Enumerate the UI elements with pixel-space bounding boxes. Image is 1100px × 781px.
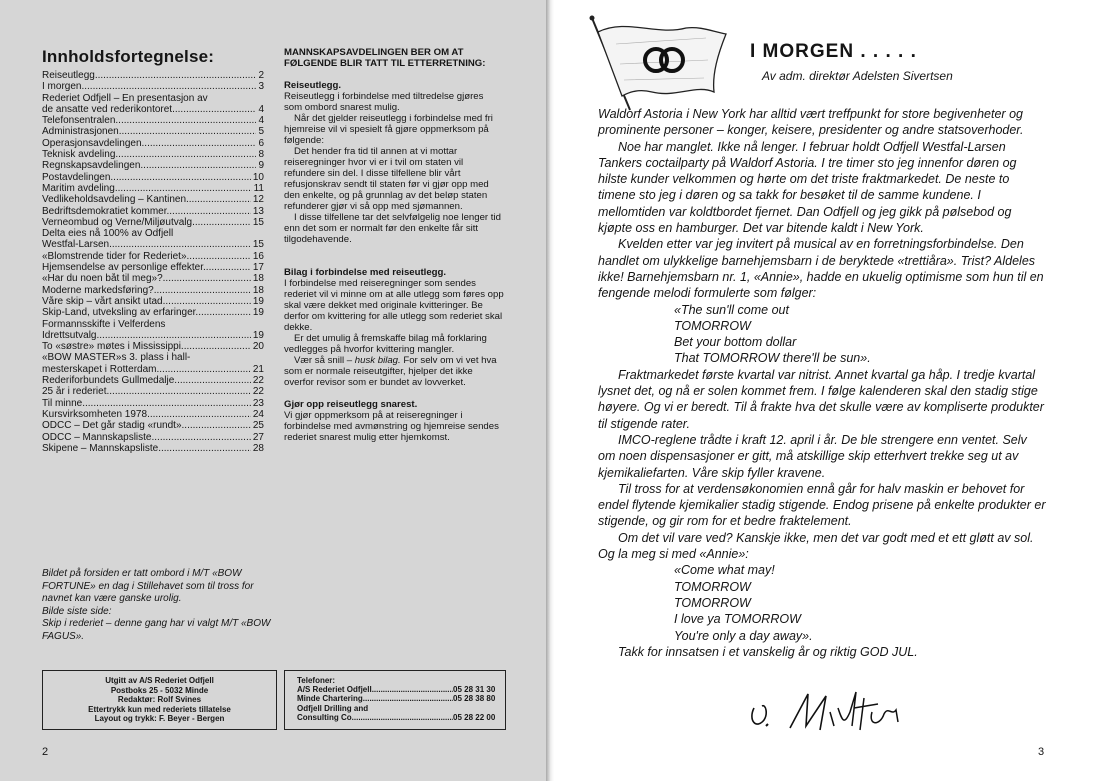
- toc-item-page: 12: [252, 194, 264, 206]
- toc-item: [42, 432, 264, 443]
- lyric-line: TOMORROW: [674, 579, 751, 594]
- toc-item-title: 25 år i rederiet .....: [42, 386, 251, 397]
- toc-item-title: Rederiforbundets Gullmedalje .....: [42, 375, 251, 386]
- toc-item: [42, 330, 264, 341]
- toc-item-title: Maritim avdeling .....: [42, 183, 252, 194]
- article-paragraph: IMCO-reglene trådte i kraft 12. april i år. De ble strengere enn ventet. Selv om noen dispensasjoner er gitt, må atskillige skip etterhvert trekke seg ut av kjemikaliefarten. Våre skip fyller kravene.: [598, 432, 1027, 480]
- toc-item: [42, 228, 264, 239]
- toc-item-title: Operasjonsavdelingen .....: [42, 138, 256, 149]
- lyric-line: TOMORROW: [674, 318, 751, 333]
- reise-paragraph: I disse tilfellene tar det selvfølgelig noe lenger tid enn det som er normalt før den enkelte får sitt tilgodehavende.: [284, 212, 501, 245]
- toc-item: [42, 138, 264, 149]
- toc-item: [42, 420, 264, 431]
- colophon-line: Postboks 25 - 5032 Minde: [110, 685, 209, 695]
- toc-item: [42, 409, 264, 420]
- toc-item: [42, 81, 264, 92]
- toc-item-title: «Har du noen båt til meg»? .....: [42, 273, 251, 284]
- article-paragraph: Til tross for at verdensøkonomien ennå går for halv maskin er behovet for endel flytende kjemikalier stadig stigende. Endog prisene på enkelte produkter er stigende, og gir rom for et bedre fraktelement.: [598, 481, 1046, 529]
- toc-item-page: 4: [258, 103, 264, 115]
- toc-item: [42, 217, 264, 228]
- toc-item-page: 17: [252, 262, 264, 274]
- lyric-line: Bet your bottom dollar: [674, 335, 797, 350]
- toc-item-page: 22: [252, 375, 264, 387]
- phone-title: Telefoner:: [297, 676, 336, 685]
- toc-item-title: Telefonsentralen .....: [42, 115, 256, 126]
- toc-item-page: 15: [252, 216, 264, 228]
- toc-item-title: Teknisk avdeling .....: [42, 149, 256, 160]
- toc-item-title: «Blomstrende tider for Rederiet» .....: [42, 251, 251, 262]
- phone-row: Consulting Co. ..... 05 28 22 00: [297, 713, 505, 722]
- notice-column: [284, 48, 504, 443]
- bilag-paragraph: Vær så snill – husk bilag. For selv om vi vet hva som er normale reiseutgifter, hjelper det ikke overfor revisor som er bundet av lovverket.: [284, 355, 497, 388]
- colophon-box: [42, 670, 277, 730]
- toc-item: [42, 398, 264, 409]
- toc-item-page: 5: [258, 126, 264, 138]
- reise-paragraph: Når det gjelder reiseutlegg i forbindelse med fri hjemreise vil vi spesielt få gjøre oppmerksom på følgende:: [284, 113, 493, 146]
- phone-row: Odfjell Drilling and: [297, 703, 369, 713]
- lyric-line: «Come what may!: [674, 563, 775, 578]
- toc-item-page: 28: [252, 442, 264, 454]
- caption-text: Skip i rederiet – denne gang har vi valgt M/T «BOW FAGUS».: [42, 618, 271, 642]
- toc-item-title: Formannsskifte i Velferdens: [42, 318, 166, 330]
- toc-item-title: Hjemsendelse av personlige effekter .....: [42, 262, 251, 273]
- toc-item: [42, 160, 264, 171]
- page-gutter: [546, 0, 554, 781]
- toc-item-title: Til minne .....: [42, 398, 251, 409]
- toc-item: [42, 443, 264, 454]
- toc-item-page: 9: [258, 160, 264, 172]
- gjor-heading: Gjør opp reiseutlegg snarest.: [284, 399, 418, 410]
- toc-item: [42, 386, 264, 397]
- toc-item: [42, 375, 264, 386]
- toc-item-title: ODCC – Det går stadig «rundt» .....: [42, 420, 251, 431]
- toc-title: Innholdsfortegnelse:: [42, 47, 215, 66]
- article-paragraph: Fraktmarkedet første kvartal var nitrist. Annet kvartal ga håp. I tredje kvartal lysnet det, og nå er solen kommet frem. I følge kalenderen skal den stadig stige høyere. Og vi er beredt. Til å frakte hva det skulle være av kompliserte produkter til stigende rater.: [598, 367, 1044, 431]
- colophon-line: Ettertrykk kun med rederiets tillatelse: [88, 704, 231, 714]
- toc-item: [42, 194, 264, 205]
- toc-item: [42, 70, 264, 81]
- toc-item: [42, 104, 264, 115]
- reise-paragraph: Det hender fra tid til annen at vi mottar reiseregninger hvor vi er i tvil om staten vil refundere sin del. I disse tilfellene blir vårt refusjonskrav sendt til staten før vi gjør opp med den enkelte, og på grunnlag av det beløp staten refunderer gjør vi så opp med sjømannen.: [284, 146, 489, 212]
- article-paragraph: Waldorf Astoria i New York har alltid vært treffpunkt for store begivenheter og prominente personer – konger, keisere, presidenter og andre statsoverhoder.: [598, 107, 1024, 138]
- toc-item-title: Våre skip – vårt ansikt utad .....: [42, 296, 251, 307]
- toc-item-title: «BOW MASTER»s 3. plass i hall-: [42, 352, 191, 364]
- phone-row: A/S Rederiet Odfjell ..... 05 28 31 30: [297, 685, 505, 694]
- toc-item: [42, 307, 264, 318]
- article-paragraph: Takk for innsatsen i et vanskelig år og riktig GOD JUL.: [618, 644, 918, 659]
- toc-item-title: Delta eies nå 100% av Odfjell: [42, 228, 174, 240]
- toc-item-page: 10: [252, 171, 264, 183]
- toc-item: [42, 172, 264, 183]
- gjor-paragraph: Vi gjør oppmerksom på at reiseregninger i forbindelse med avmønstring og hjemreise sendes rederiet snarest mulig etter hjemkomst.: [284, 410, 499, 443]
- lyric-line: I love ya TOMORROW: [674, 612, 801, 627]
- toc-item-title: Verneombud og Verne/Miljøutvalg .....: [42, 217, 251, 228]
- toc-item-page: 6: [258, 137, 264, 149]
- phone-box: [284, 670, 506, 730]
- page-number: 3: [1038, 746, 1045, 758]
- toc-item-title: Westfal-Larsen .....: [42, 239, 251, 250]
- caption-text: Bilde siste side:: [42, 605, 112, 617]
- toc-item: [42, 273, 264, 284]
- toc-item: [42, 296, 264, 307]
- toc-item: [42, 341, 264, 352]
- toc-item-page: 2: [258, 70, 264, 81]
- toc-item-page: 19: [252, 295, 264, 307]
- toc-item-title: Bedriftsdemokratiet kommer .....: [42, 206, 251, 217]
- toc-item-page: 24: [252, 408, 264, 420]
- toc-item-title: Rederiet Odfjell – En presentasjon av: [42, 92, 208, 104]
- toc-item: [42, 285, 264, 296]
- toc-item-title: Idrettsutvalg .....: [42, 330, 251, 341]
- toc-item-page: 25: [252, 420, 264, 432]
- toc-item-page: 27: [252, 431, 264, 443]
- bilag-paragraph: I forbindelse med reiseregninger som sendes rederiet vil vi minne om at alle utlegg som føres opp skal være dekket med originale kvitteringer. Be derfor om kvittering for alle utlegg som rederiet skal dekke.: [284, 278, 504, 333]
- article-byline: Av adm. direktør Adelsten Sivertsen: [762, 69, 953, 83]
- toc-item-page: 20: [252, 341, 264, 353]
- toc-item-page: 18: [252, 273, 264, 285]
- toc-item-title: Skipene – Mannskapsliste .....: [42, 443, 251, 454]
- toc-item-page: 4: [258, 115, 264, 127]
- reise-paragraph: Reiseutlegg i forbindelse med tiltredelse gjøres som ombord snarest mulig.: [284, 91, 484, 113]
- toc-item-title: To «søstre» møtes i Mississippi .....: [42, 341, 251, 352]
- lyric-line: You're only a day away».: [674, 628, 813, 643]
- song-lyrics: [598, 562, 1046, 643]
- caption-text: Bildet på forsiden er tatt ombord i M/T «BOW FORTUNE» en dag i Stillehavet som til tross for navnet kan være ganske urolig.: [42, 568, 254, 604]
- phone-row: Minde Chartering ..... 05 28 38 80: [297, 694, 505, 703]
- toc-item: [42, 319, 264, 330]
- toc-item-title: Regnskapsavdelingen .....: [42, 160, 256, 171]
- toc-item: [42, 239, 264, 250]
- left-page: [0, 0, 548, 781]
- company-flag-icon: [586, 14, 736, 114]
- toc-item-title: ODCC – Mannskapsliste .....: [42, 432, 251, 443]
- toc-item: [42, 93, 264, 104]
- toc-item: [42, 149, 264, 160]
- article-paragraph: Noe har manglet. Ikke nå lenger. I februar holdt Odfjell Westfal-Larsen Tankers coctailparty på Waldorf Astoria. I tre timer sto jeg innenfor døren og hilste kunder velkommen og hørte om det triste fraktmarkedet. De neste to timene sto jeg i døren og sa takk for besøket til de samme kundene. I mellomtiden var koldtbordet fjernet. Dan Odfjell og jeg gikk på pølsebod og kjøpte oss en hamburger. Det var bitende kaldt i New York.: [598, 139, 1017, 236]
- colophon-line: Utgitt av A/S Rederiet Odfjell: [105, 676, 214, 685]
- cover-caption: [42, 568, 282, 643]
- table-of-contents: [42, 70, 264, 454]
- lyric-line: TOMORROW: [674, 595, 751, 610]
- toc-item-page: 15: [252, 239, 264, 251]
- toc-item-title: Skip-Land, utveksling av erfaringer .....: [42, 307, 251, 318]
- signature-icon: [746, 686, 916, 736]
- toc-item-page: 11: [253, 182, 264, 194]
- notice-heading: MANNSKAPSAVDELINGEN BER OM AT FØLGENDE BLIR TATT TIL ETTERRETNING:: [284, 47, 486, 69]
- article-body: [598, 106, 1046, 660]
- toc-item: [42, 206, 264, 217]
- song-lyrics: [598, 302, 1046, 367]
- toc-item-page: 16: [252, 250, 264, 262]
- bilag-heading: Bilag i forbindelse med reiseutlegg.: [284, 267, 447, 278]
- toc-item: [42, 183, 264, 194]
- toc-item-page: 13: [252, 205, 264, 217]
- toc-item: [42, 126, 264, 137]
- page-number: 2: [42, 746, 49, 758]
- toc-item-title: Moderne markedsføring? .....: [42, 285, 251, 296]
- toc-item-page: 23: [252, 397, 264, 409]
- toc-item-page: 8: [258, 149, 264, 161]
- reise-heading: Reiseutlegg.: [284, 80, 342, 91]
- toc-item-page: 18: [252, 284, 264, 296]
- toc-item: [42, 115, 264, 126]
- toc-item-title: Reiseutlegg .....: [42, 70, 256, 81]
- toc-item-page: 22: [252, 386, 264, 398]
- toc-item-title: de ansatte ved rederikontoret .....: [42, 104, 256, 115]
- toc-item-page: 21: [252, 363, 264, 375]
- toc-item-title: mesterskapet i Rotterdam .....: [42, 364, 251, 375]
- article-paragraph: Om det vil vare ved? Kanskje ikke, men det var godt med et ett gløtt av sol. Og la meg si med «Annie»:: [598, 530, 1034, 562]
- lyric-line: That TOMORROW there'll be sun».: [674, 351, 871, 366]
- toc-item-page: 19: [252, 329, 264, 341]
- bilag-paragraph: Er det umulig å fremskaffe bilag må forklaring vedlegges på hvorfor kvittering mangler.: [284, 333, 487, 355]
- lyric-line: «The sun'll come out: [674, 302, 789, 317]
- toc-item-title: Vedlikeholdsavdeling – Kantinen .....: [42, 194, 251, 205]
- toc-item: [42, 251, 264, 262]
- colophon-line: Redaktør: Rolf Svines: [117, 695, 202, 704]
- toc-item-page: 3: [258, 81, 264, 93]
- toc-item: [42, 262, 264, 273]
- article-title: I MORGEN . . . . .: [750, 41, 917, 62]
- toc-item: [42, 352, 264, 363]
- toc-item-title: Administrasjonen .....: [42, 126, 256, 137]
- toc-item: [42, 364, 264, 375]
- toc-item-title: I morgen .....: [42, 81, 256, 92]
- article-paragraph: Kvelden etter var jeg invitert på musical av en forretningsforbindelse. Den handlet om ulykkelige barnehjemsbarn i de beryktede «trettiåra». Trist? Aldeles ikke! Barnehjemsbarn nr. 1, «Annie», hadde en ukuelig optimisme som hun til en fengende melodi formulerte som følger:: [598, 237, 1044, 301]
- toc-item-title: Postavdelingen .....: [42, 172, 251, 183]
- toc-item-page: 19: [252, 307, 264, 319]
- colophon-line: Layout og trykk: F. Beyer - Bergen: [94, 714, 225, 723]
- toc-item-title: Kursvirksomheten 1978 .....: [42, 409, 251, 420]
